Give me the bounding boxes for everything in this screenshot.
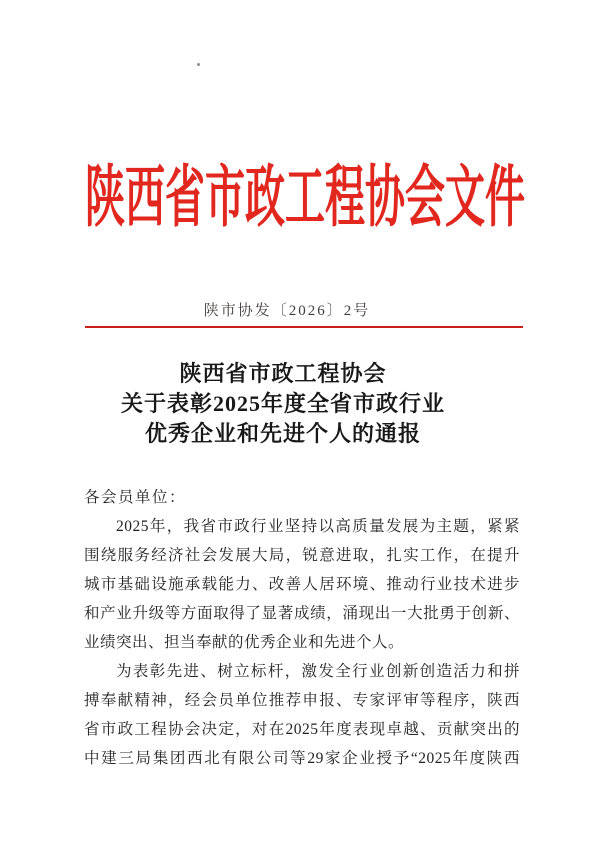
agency-letterhead-title: 陕西省市政工程协会文件 [85, 159, 525, 235]
document-body [84, 483, 520, 773]
document-title-line-2: 关于表彰2025年度全省市政行业 [120, 391, 445, 416]
red-divider-line [85, 326, 523, 328]
body-line: 业绩突出、担当奉献的优秀企业和先进个人。 [84, 634, 405, 651]
scan-speck [197, 63, 200, 66]
document-number: 陕市协发〔2026〕2号 [203, 303, 371, 319]
body-line: 为表彰先进、树立标杆，激发全行业创新创造活力和拼 [116, 663, 520, 680]
body-line: 中建三局集团西北有限公司等29家企业授予“2025年度陕西 [84, 750, 520, 767]
body-line: 搏奉献精神，经会员单位推荐申报、专家评审等程序，陕西 [84, 692, 520, 709]
document-title-line-3: 优秀企业和先进个人的通报 [144, 421, 421, 446]
body-line: 围绕服务经济社会发展大局，锐意进取，扎实工作，在提升 [84, 547, 520, 564]
salutation: 各会员单位： [84, 489, 187, 506]
body-line: 省市政工程协会决定，对在2025年度表现卓越、贡献突出的 [84, 721, 520, 738]
body-line: 城市基础设施承载能力、改善人居环境、推动行业技术进步 [84, 576, 520, 593]
document-title [0, 359, 583, 449]
body-line: 和产业升级等方面取得了显著成绩，涌现出一大批勇于创新、 [84, 605, 520, 622]
document-title-line-1: 陕西省市政工程协会 [179, 361, 387, 386]
body-line: 2025年，我省市政行业坚持以高质量发展为主题，紧紧 [116, 518, 520, 535]
